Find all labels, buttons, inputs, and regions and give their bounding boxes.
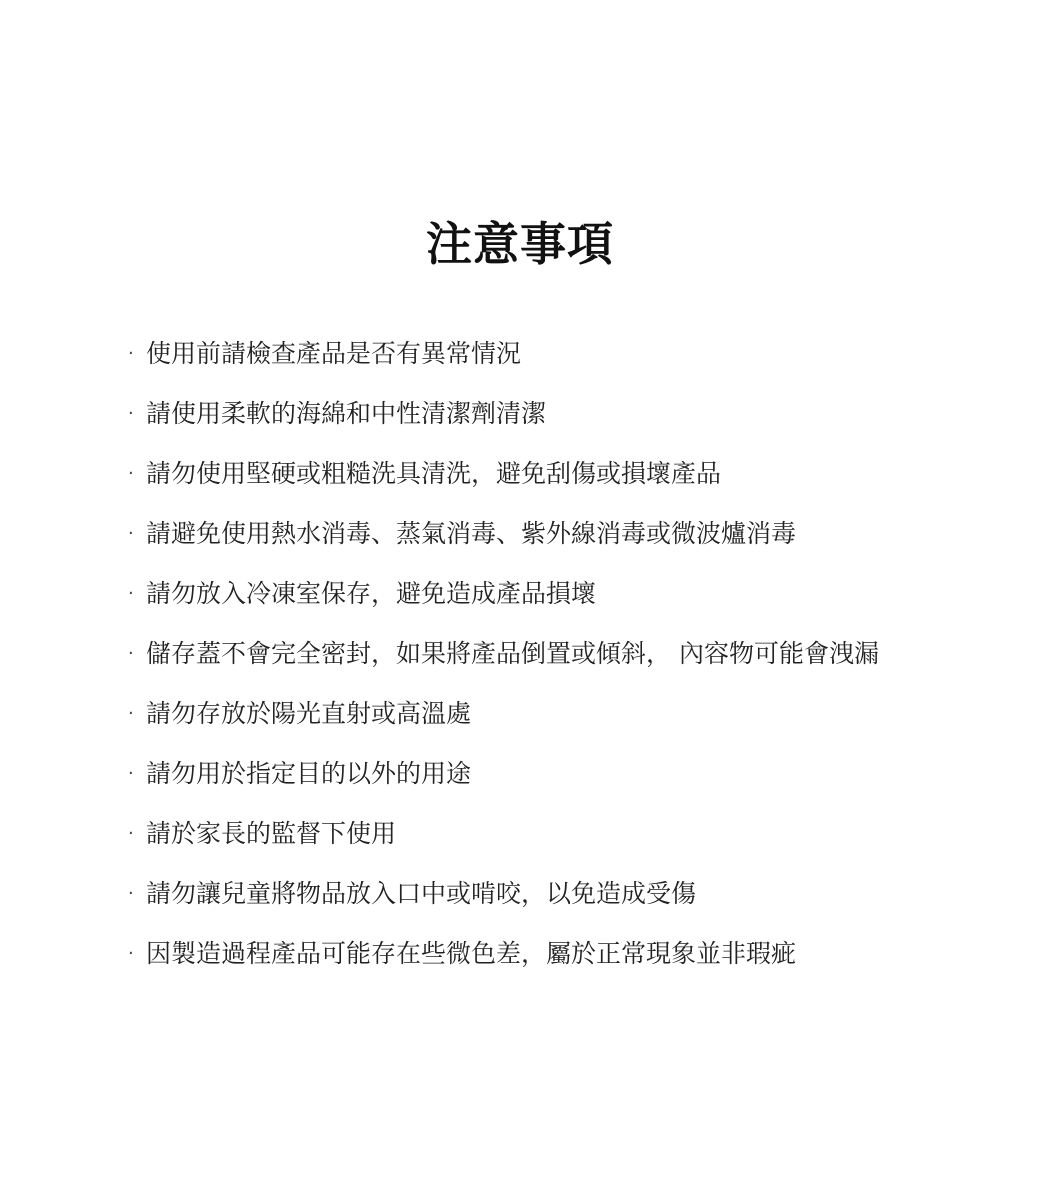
- list-item: [128, 444, 1008, 504]
- page-title: 注意事項: [426, 217, 614, 271]
- list-item-text: 請勿使用堅硬或粗糙洗具清洗，避免刮傷或損壞產品: [146, 459, 722, 488]
- bullet-dot: ·: [128, 703, 134, 724]
- list-item-text: 請於家長的監督下使用: [146, 819, 397, 848]
- bullet-dot: ·: [128, 943, 134, 964]
- list-item: [128, 384, 1008, 444]
- list-item-text: 請勿存放於陽光直射或高溫處: [146, 699, 472, 728]
- list-item: [128, 804, 1008, 864]
- bullet-dot: ·: [128, 463, 134, 484]
- list-item-text: 請使用柔軟的海綿和中性清潔劑清潔: [146, 399, 547, 428]
- bullet-dot: ·: [128, 523, 134, 544]
- bullet-dot: ·: [128, 883, 134, 904]
- list-item-text: 請勿用於指定目的以外的用途: [146, 759, 472, 788]
- list-item-text: 請勿放入冷凍室保存，避免造成產品損壞: [146, 579, 597, 608]
- list-item-text: 使用前請檢查產品是否有異常情況: [146, 339, 522, 368]
- list-item: [128, 504, 1008, 564]
- bullet-dot: ·: [128, 823, 134, 844]
- list-item: [128, 924, 1008, 984]
- bullet-dot: ·: [128, 643, 134, 664]
- list-item: [128, 564, 1008, 624]
- list-item: [128, 324, 1008, 384]
- list-item-text: 請勿讓兒童將物品放入口中或啃咬，以免造成受傷: [146, 879, 697, 908]
- list-item: [128, 864, 1008, 924]
- bullet-dot: ·: [128, 763, 134, 784]
- bullet-dot: ·: [128, 343, 134, 364]
- list-item: [128, 684, 1008, 744]
- list-item: [128, 624, 1008, 684]
- notice-list: [128, 324, 1008, 984]
- list-item-text: 請避免使用熱水消毒、蒸氣消毒、紫外線消毒或微波爐消毒: [146, 519, 797, 548]
- list-item-text: 因製造過程產品可能存在些微色差，屬於正常現象並非瑕疵: [146, 939, 797, 968]
- bullet-dot: ·: [128, 583, 134, 604]
- list-item-text: 儲存蓋不會完全密封，如果將產品倒置或傾斜， 內容物可能會洩漏: [146, 639, 879, 668]
- list-item: [128, 744, 1008, 804]
- bullet-dot: ·: [128, 403, 134, 424]
